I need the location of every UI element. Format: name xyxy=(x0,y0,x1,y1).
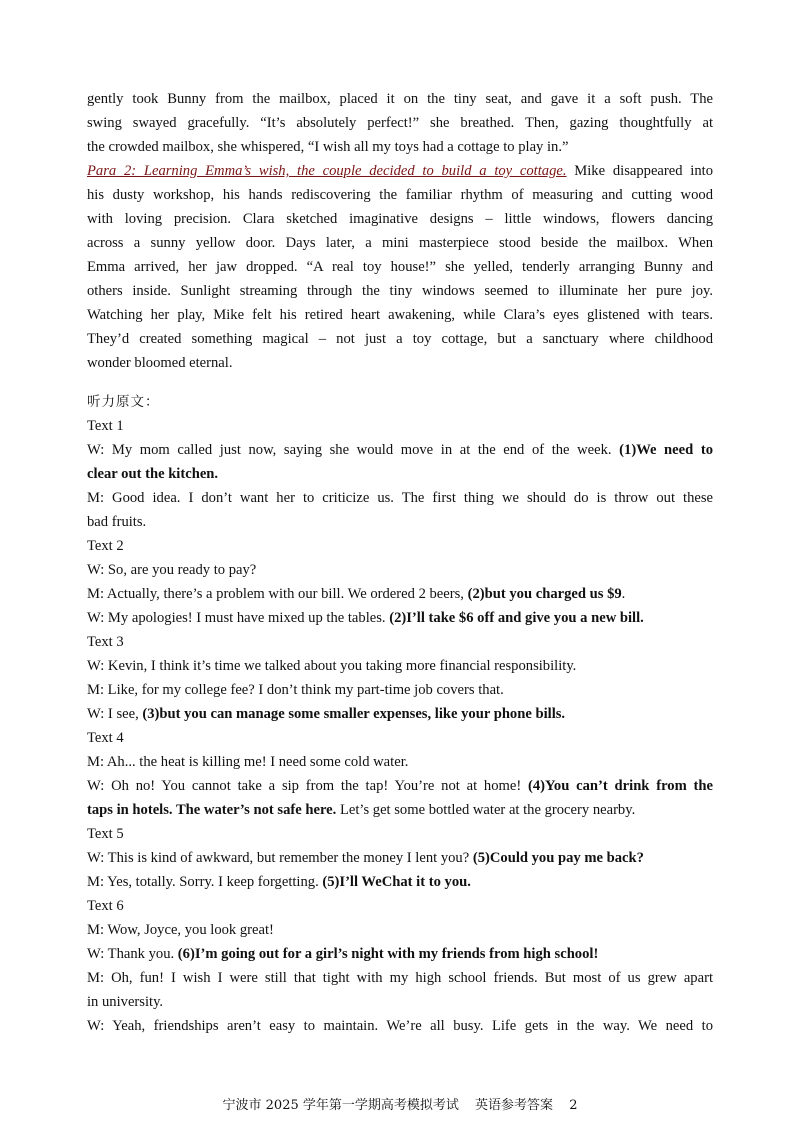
footer-exam-title: 宁波市 2025 学年第一学期高考模拟考试 xyxy=(222,1098,459,1113)
dialogue-line: M: Ah... the heat is killing me! I need some cold water. xyxy=(87,754,409,770)
dialogue-text: M: Yes, totally. Sorry. I keep forgetting. xyxy=(87,874,323,890)
story-line: the crowded mailbox, she whispered, “I wish all my toys had a cottage to play in.” xyxy=(87,139,569,155)
dialogue-line: W: So, are you ready to pay? xyxy=(87,562,257,578)
dialogue-line: bad fruits. xyxy=(87,514,147,530)
story-line: his dusty workshop, his hands rediscovering the familiar rhythm of measuring and cutting wood xyxy=(87,187,713,203)
dialogue-line: M: Wow, Joyce, you look great! xyxy=(87,922,274,938)
story-line: others inside. Sunlight streaming through the tiny windows seemed to illuminate her pure joy. xyxy=(87,283,713,299)
text-title: Text 3 xyxy=(87,634,124,650)
dialogue-line xyxy=(87,774,713,798)
dialogue-line: M: Oh, fun! I wish I were still that tight with my high school friends. But most of us grew apart xyxy=(87,970,713,986)
story-line-para2 xyxy=(87,159,713,183)
section-gap xyxy=(87,375,713,390)
dialogue-line xyxy=(87,606,713,630)
answer-highlight: (5)Could you pay me back? xyxy=(472,850,644,866)
answer-highlight: (2)but you charged us $9 xyxy=(467,586,622,602)
dialogue-line xyxy=(87,798,713,822)
story-line: with loving precision. Clara sketched imaginative designs – little windows, flowers dancing xyxy=(87,211,713,227)
answer-highlight: (5)I’ll WeChat it to you. xyxy=(322,874,471,890)
answer-highlight: taps in hotels. The water’s not safe here. xyxy=(87,802,337,818)
dialogue-line xyxy=(87,870,713,894)
answer-highlight: clear out the kitchen. xyxy=(87,466,219,482)
answer-highlight: (3)but you can manage some smaller expenses, like your phone bills. xyxy=(142,706,566,722)
story-line: swing swayed gracefully. “It’s absolutely perfect!” she breathed. Then, gazing thoughtfully at xyxy=(87,115,713,131)
dialogue-line: W: Kevin, I think it’s time we talked about you taking more financial responsibility. xyxy=(87,658,577,674)
dialogue-text: . xyxy=(621,586,626,602)
story-text: Mike disappeared into xyxy=(566,163,713,179)
dialogue-text: W: I see, xyxy=(87,706,143,722)
story-line: Emma arrived, her jaw dropped. “A real toy house!” she yelled, tenderly arranging Bunny and xyxy=(87,259,713,275)
page-footer xyxy=(0,1097,800,1115)
story-line: They’d created something magical – not just a toy cottage, but a sanctuary where childhood xyxy=(87,331,713,347)
document-page xyxy=(87,87,713,1038)
dialogue-text: M: Actually, there’s a problem with our bill. We ordered 2 beers, xyxy=(87,586,468,602)
dialogue-text: W: My mom called just now, saying she would move in at the end of the week. xyxy=(87,442,620,458)
text-title: Text 4 xyxy=(87,730,124,746)
text-title: Text 2 xyxy=(87,538,124,554)
dialogue-line xyxy=(87,582,713,606)
text-title: Text 1 xyxy=(87,418,124,434)
dialogue-line xyxy=(87,846,713,870)
answer-highlight: (4)You can’t drink from the xyxy=(528,778,713,794)
story-line: wonder bloomed eternal. xyxy=(87,355,233,371)
story-line: Watching her play, Mike felt his retired heart awakening, while Clara’s eyes glistened with tears. xyxy=(87,307,713,323)
dialogue-line: in university. xyxy=(87,994,164,1010)
listening-heading: 听力原文： xyxy=(87,394,160,410)
footer-page-number: 2 xyxy=(569,1098,578,1113)
story-line: across a sunny yellow door. Days later, a mini masterpiece stood beside the mailbox. When xyxy=(87,235,713,251)
dialogue-text: W: Oh no! You cannot take a sip from the tap! You’re not at home! xyxy=(87,778,528,794)
answer-highlight: (1)We need to xyxy=(619,442,713,458)
text-title: Text 5 xyxy=(87,826,124,842)
dialogue-line xyxy=(87,702,713,726)
dialogue-line xyxy=(87,942,713,966)
para-2-label: Para 2: Learning Emma’s wish, the couple decided to build a toy cottage. xyxy=(87,163,567,179)
dialogue-line: M: Good idea. I don’t want her to criticize us. The first thing we should do is throw out these xyxy=(87,490,713,506)
answer-highlight: (6)I’m going out for a girl’s night with my friends from high school! xyxy=(177,946,599,962)
dialogue-line xyxy=(87,462,713,486)
dialogue-text: W: Thank you. xyxy=(87,946,178,962)
dialogue-text: W: My apologies! I must have mixed up the tables. xyxy=(87,610,390,626)
answer-highlight: (2)I’ll take $6 off and give you a new bill. xyxy=(389,610,644,626)
dialogue-text: W: This is kind of awkward, but remember the money I lent you? xyxy=(87,850,473,866)
dialogue-line xyxy=(87,438,713,462)
footer-subject: 英语参考答案 xyxy=(475,1098,554,1113)
dialogue-line: W: Yeah, friendships aren’t easy to maintain. We’re all busy. Life gets in the way. We need to xyxy=(87,1018,713,1034)
text-title: Text 6 xyxy=(87,898,124,914)
dialogue-text: Let’s get some bottled water at the grocery nearby. xyxy=(336,802,636,818)
story-line: gently took Bunny from the mailbox, placed it on the tiny seat, and gave it a soft push. The xyxy=(87,91,713,107)
dialogue-line: M: Like, for my college fee? I don’t think my part-time job covers that. xyxy=(87,682,504,698)
